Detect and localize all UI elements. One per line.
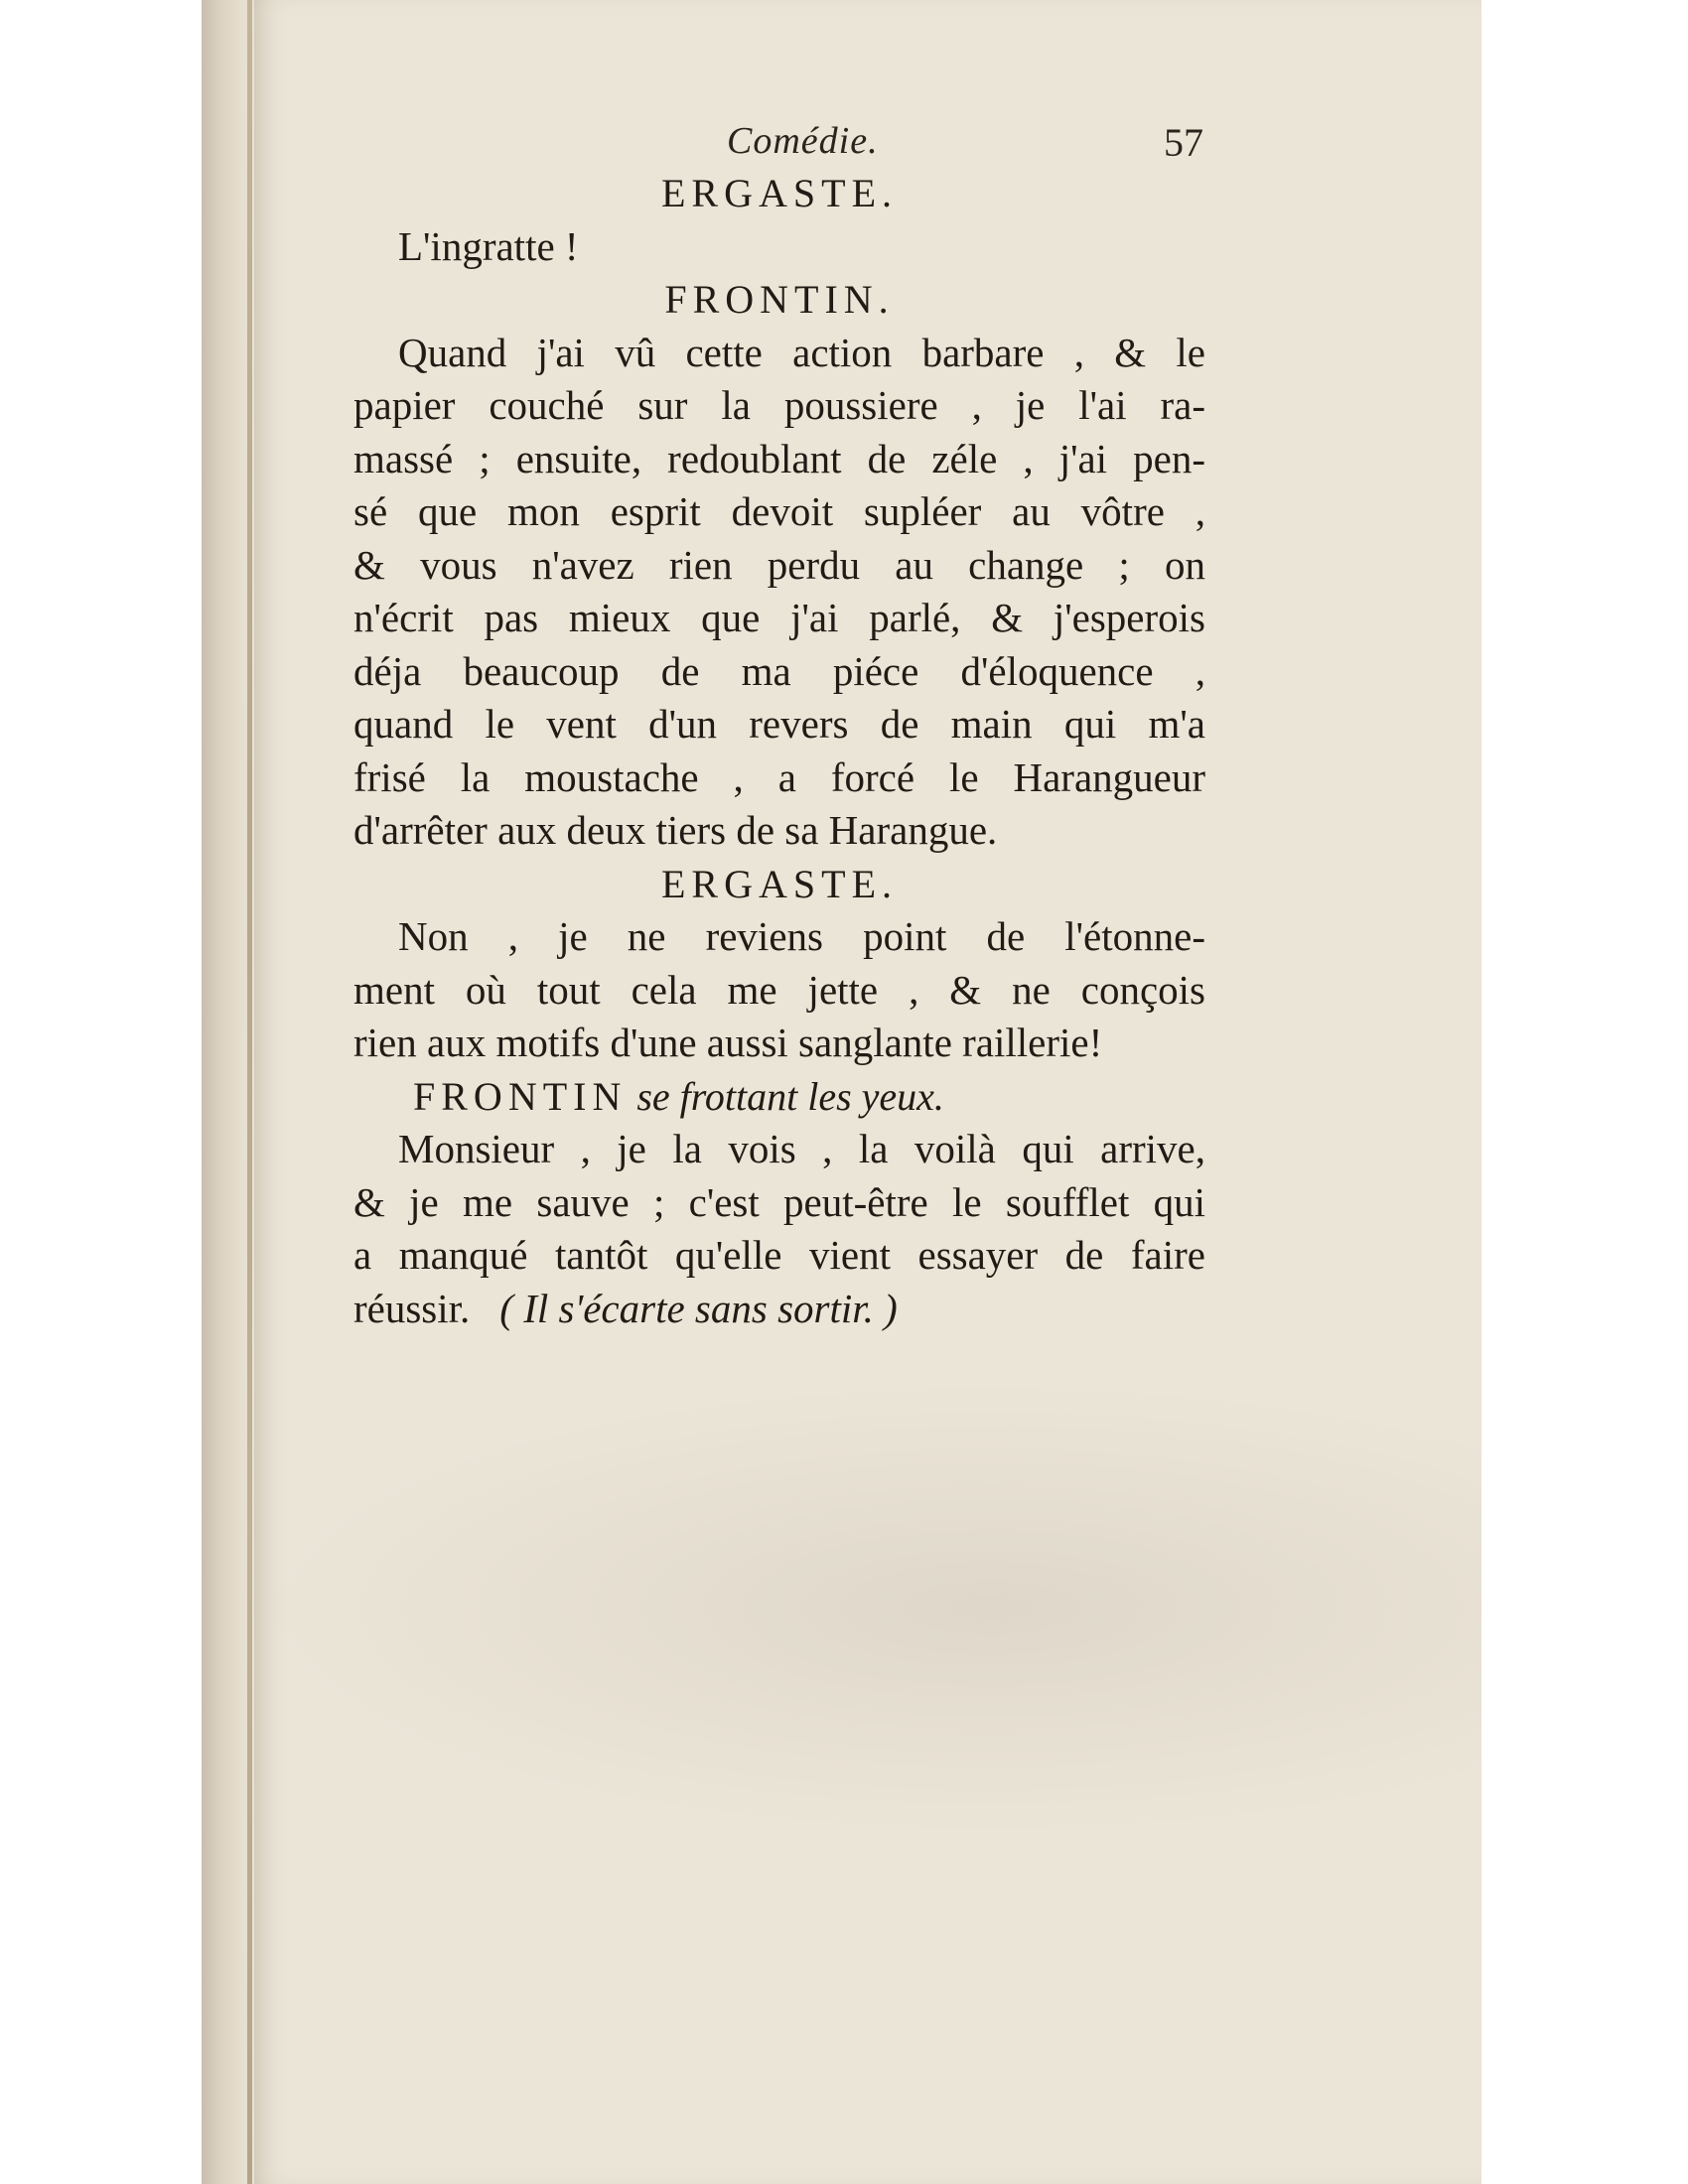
speech — [353, 1123, 1205, 1335]
speaker-stage-direction: se frottant les yeux. — [636, 1073, 944, 1119]
speech-line: rien aux motifs d'une aussi sanglante raillerie! — [353, 1020, 1103, 1065]
speech-line: d'arrêter aux deux tiers de sa Harangue. — [353, 807, 998, 853]
speaker-ergaste: ERGASTE. — [661, 171, 898, 215]
speech-line: déja beaucoup de ma piéce d'éloquence , — [353, 647, 1205, 694]
stage-direction: ( Il s'écarte sans sortir. ) — [499, 1285, 898, 1331]
speech-line-text: réussir. — [353, 1285, 471, 1331]
speech-line: & je me sauve ; c'est peut-être le soufflet qui — [353, 1178, 1205, 1225]
speaker-frontin: FRONTIN — [413, 1073, 628, 1119]
speech-line-final — [353, 1283, 1205, 1336]
speech-line: n'écrit pas mieux que j'ai parlé, & j'esperois — [353, 595, 1205, 640]
book-spine — [247, 0, 252, 2184]
speech — [353, 327, 1205, 858]
running-head — [254, 119, 1481, 169]
speech-line: L'ingratte ! — [398, 222, 579, 269]
book-page — [254, 0, 1481, 2184]
running-title: Comédie. — [727, 120, 879, 162]
speech-line: quand le vent d'un revers de main qui m'a — [353, 701, 1205, 747]
speech-line: Monsieur , je la vois , la voilà qui arrive, — [398, 1126, 1205, 1171]
speech-line: sé que mon esprit devoit supléer au vôtre , — [353, 488, 1205, 534]
speech-line: massé ; ensuite, redoublant de zéle , j'ai pen- — [353, 435, 1205, 481]
show-through — [254, 1380, 1481, 1837]
speech-line: a manqué tantôt qu'elle vient essayer de faire — [353, 1232, 1205, 1278]
speaker-frontin-with-direction — [353, 1070, 1205, 1124]
speech-line: ment où tout cela me jette , & ne conçois — [353, 966, 1205, 1013]
speech-line: frisé la moustache , a forcé le Harangueur — [353, 753, 1205, 800]
speech-line: Non , je ne reviens point de l'étonne- — [398, 913, 1205, 959]
speech-line: papier couché sur la poussiere , je l'ai ra- — [353, 382, 1205, 428]
speech — [353, 220, 1205, 274]
speaker-ergaste: ERGASTE. — [661, 861, 898, 906]
play-text — [353, 167, 1205, 1335]
speaker-frontin: FRONTIN. — [664, 277, 895, 322]
speech — [353, 910, 1205, 1070]
speech-line: & vous n'avez rien perdu au change ; on — [353, 541, 1205, 588]
page-number: 57 — [1164, 120, 1203, 165]
speech-line: Quand j'ai vû cette action barbare , & le — [398, 329, 1205, 375]
